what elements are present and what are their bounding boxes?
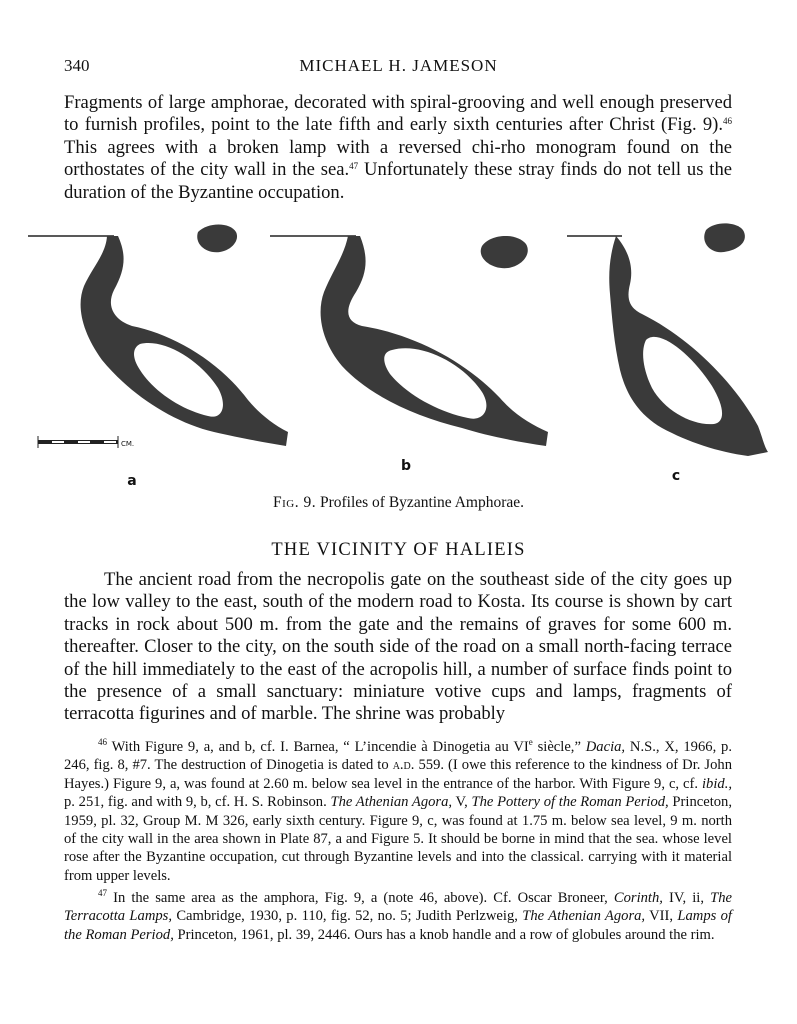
- footnote-number-47: 47: [98, 888, 107, 898]
- figure-label-a: a: [127, 473, 137, 489]
- scale-unit: CM.: [121, 440, 135, 448]
- amphora-profile-c: [567, 223, 768, 456]
- amphora-profile-b: [270, 236, 548, 446]
- figure-caption-text: Profiles of Byzantine Amphorae.: [319, 494, 525, 511]
- footnote-47: $^{47}$ In the same area as the amphora, Fig. 9, a (note 46, above). Cf. Oscar Broneer, Corinth, IV, ii, The Terracotta Lamps, Cambridge, 1930, p. 110, fig. 52, no. 5; Judith Perlzweig, The Athenian Agora, VII, Lamps of the Roman Period, Princeton, 1961, pl. 39, 2446. Ours has a knob handle and a row of globules around the rim.: [64, 888, 732, 943]
- running-head: MICHAEL H. JAMESON: [299, 56, 498, 75]
- intro-paragraph: Fragments of large amphorae, decorated with spiral-grooving and well enough preserved to furnish profiles, point to the late fifth and early sixth centuries after Christ (Fig. 9).$^{46}$ This agrees with a broken lamp with a reversed chi-rho monogram found on the orthostates of the city wall in the sea.$^{47}$ Unfortunately these stray finds do not tell us the duration of the Byzantine occupation.: [64, 92, 732, 203]
- amphora-profile-a: [28, 225, 288, 447]
- figure-label-b: b: [400, 458, 412, 474]
- footnote-number-46: 46: [98, 737, 107, 747]
- page-number: 340: [64, 56, 90, 75]
- footnote-ref-46[interactable]: 46: [723, 116, 732, 127]
- footnote-ref-47[interactable]: 47: [349, 161, 359, 172]
- section-title: THE VICINITY OF HALIEIS: [271, 540, 526, 560]
- scale-bar: [38, 436, 134, 448]
- figure-caption-label: Fig. 9.: [272, 494, 317, 511]
- section-paragraph: The ancient road from the necropolis gate on the southeast side of the city goes up the low valley to the east, south of the modern road to Kosta. Its course is shown by cart tracks in rock about 500 m. from the gate and the remains of graves for some 600 m. thereafter. Closer to the city, on the south side of the road on a small north-facing terrace of the hill immediately to the east of the acropolis hill, a number of surface finds point to the presence of a small sanctuary: miniature votive cups and lamps, fragments of terracotta figurines and of marble. The shrine was probably: [64, 569, 732, 725]
- figure-caption: [0, 494, 797, 512]
- amphora-profiles-figure: [22, 210, 782, 500]
- figure-label-c: c: [671, 468, 681, 484]
- footnote-46: $^{46}$ With Figure 9, a, and b, cf. I. Barnea, “ L’incendie à Dinogetia au VIe siècle,” Dacia, N.S., X, 1966, p. 246, fig. 8, #7. The destruction of Dinogetia is dated to a.d. 559. (I owe this reference to the kindness of Dr. John Hayes.) Figure 9, a, was found at 2.60 m. below sea level in the entrance of the harbor. With Figure 9, c, cf. ibid., p. 251, fig. and with 9, b, cf. H. S. Robinson. The Athenian Agora, V, The Pottery of the Roman Period, Princeton, 1959, pl. 32, Group M. M 326, early sixth century. Figure 9, c, was found at 1.75 m. below sea level, 9 m. north of the city wall in the area shown in Plate 87, a and Figure 5. It should be borne in mind that the sea. whose level rose after the Byzantine occupation, cut through Byzantine levels and into the classical. carrying with it material from upper levels.: [64, 737, 733, 884]
